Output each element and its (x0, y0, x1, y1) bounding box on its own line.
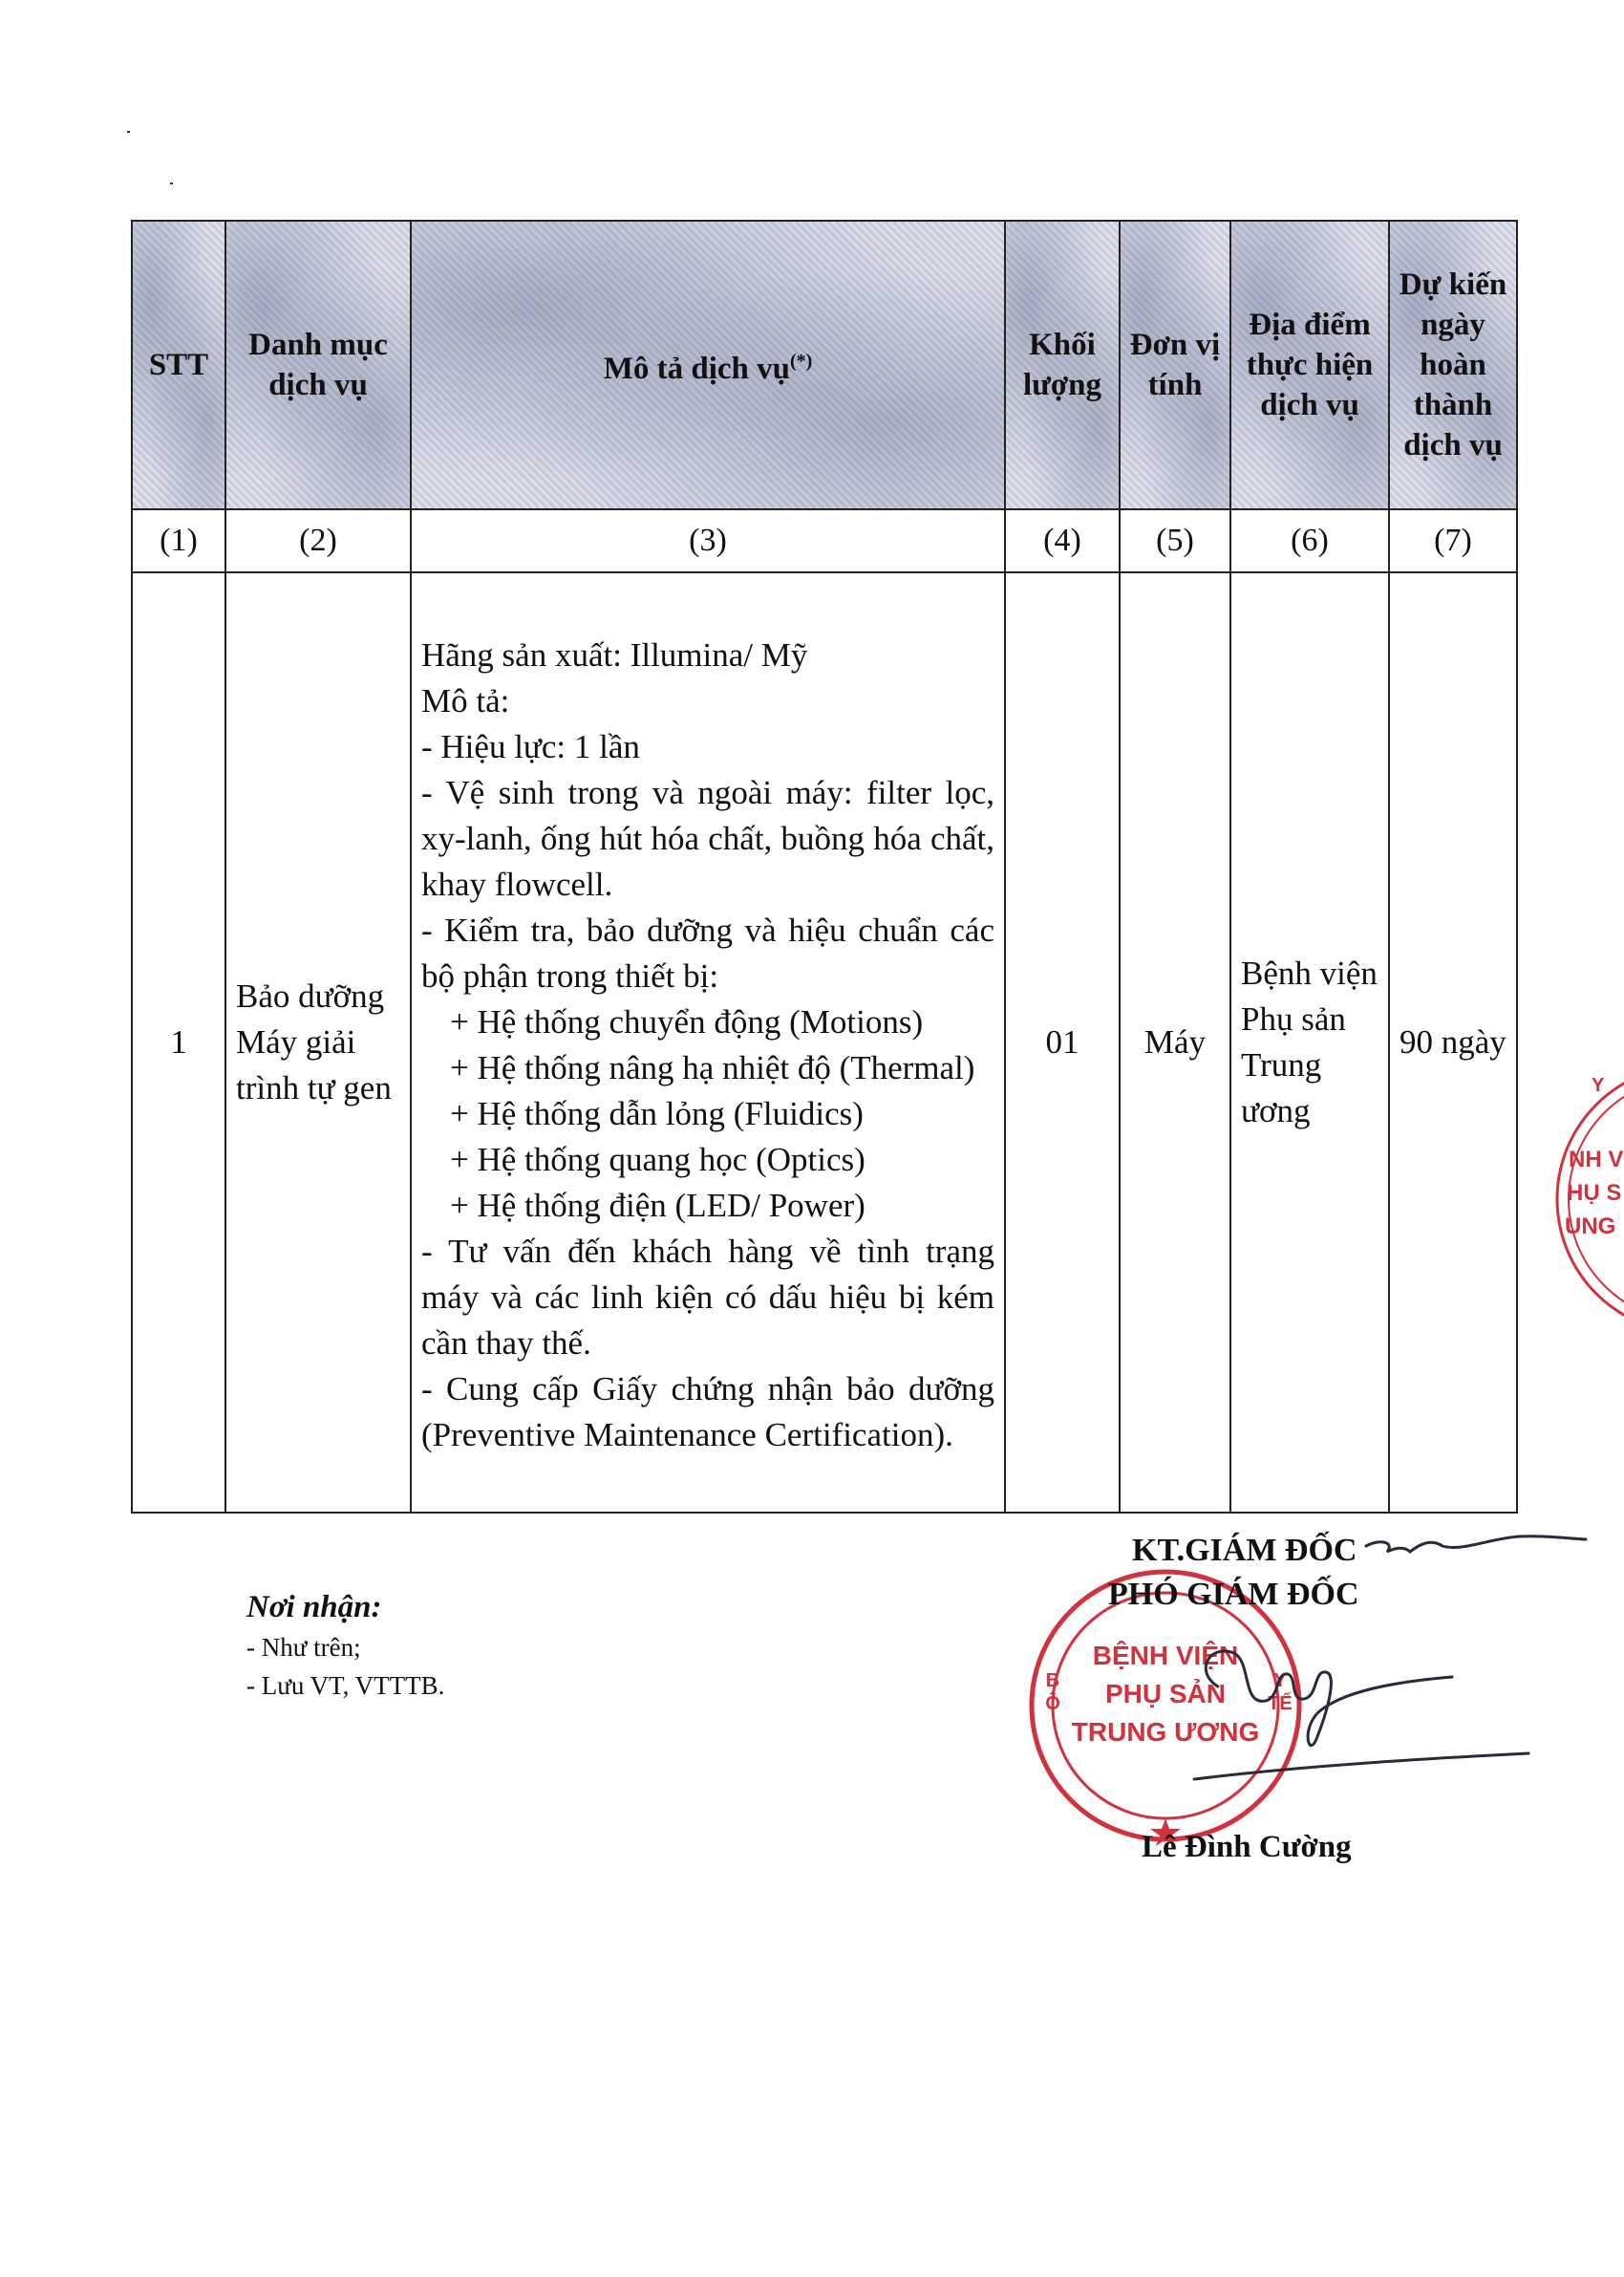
description-line: - Tư vấn đến khách hàng về tình trạng máy và các linh kiện có dấu hiệu bị kém cần thay thế. (421, 1233, 994, 1362)
signature-subtitle: PHÓ GIÁM ĐỐC (1108, 1577, 1359, 1612)
column-number: (7) (1389, 509, 1517, 572)
header-completion: Dự kiến ngày hoàn thành dịch vụ (1389, 221, 1517, 509)
recipient-item: - Như trên; (246, 1633, 361, 1662)
partial-stamp-top: Y (1592, 1075, 1605, 1096)
stamp-arc-left: BỘ (1045, 1670, 1060, 1714)
partial-stamp-line: UNG (1565, 1214, 1616, 1239)
column-number-row (132, 509, 1517, 572)
recipient-item: - Lưu VT, VTTTB. (246, 1671, 445, 1700)
recipients-title: Nơi nhận: (246, 1590, 382, 1624)
column-number: (2) (225, 509, 411, 572)
description-line: + Hệ thống chuyển động (Motions) (450, 1003, 924, 1041)
header-description-note: (*) (789, 351, 813, 372)
partial-stamp-line: HỤ S (1567, 1180, 1622, 1206)
description-line: + Hệ thống dẫn lỏng (Fluidics) (450, 1095, 864, 1132)
table-row (132, 572, 1517, 1513)
row-stt: 1 (132, 572, 225, 1513)
stamp-line: BỆNH VIỆN (1092, 1641, 1239, 1670)
column-number: (6) (1230, 509, 1389, 572)
header-unit: Đơn vị tính (1120, 221, 1230, 509)
column-number: (4) (1005, 509, 1120, 572)
partial-stamp-edge (1548, 1056, 1624, 1343)
description-line: Mô tả: (421, 682, 510, 720)
row-quantity: 01 (1005, 572, 1120, 1513)
stamp-line: PHỤ SẢN (1104, 1679, 1226, 1708)
stamp-line: TRUNG ƯƠNG (1071, 1717, 1260, 1747)
description-line: Hãng sản xuất: Illumina/ Mỹ (421, 636, 808, 674)
description-line: - Hiệu lực: 1 lần (421, 728, 640, 765)
stamp-arc-right: Y TẾ (1268, 1670, 1293, 1714)
header-quantity: Khối lượng (1005, 221, 1120, 509)
header-category: Danh mục dịch vụ (225, 221, 411, 509)
column-number: (5) (1120, 509, 1230, 572)
header-description-text: Mô tả dịch vụ (603, 352, 790, 386)
row-category: Bảo dưỡng Máy giải trình tự gen (225, 572, 411, 1513)
service-table (131, 220, 1518, 1514)
signature-title: KT.GIÁM ĐỐC (1132, 1533, 1357, 1568)
row-unit: Máy (1120, 572, 1230, 1513)
header-stt: STT (132, 221, 225, 509)
row-description (411, 572, 1005, 1513)
row-completion: 90 ngày (1389, 572, 1517, 1513)
description-line: + Hệ thống quang học (Optics) (450, 1141, 865, 1178)
row-location: Bệnh viện Phụ sản Trung ương (1230, 572, 1389, 1513)
header-row (132, 221, 1517, 509)
recipients-block (246, 1586, 444, 1705)
header-location: Địa điểm thực hiện dịch vụ (1230, 221, 1389, 509)
header-description (411, 221, 1005, 509)
description-line: - Vệ sinh trong và ngoài máy: filter lọc, xy-lanh, ống hút hóa chất, buồng hóa chất, khay flowcell. (421, 774, 994, 903)
partial-stamp-line: NH V (1569, 1147, 1624, 1172)
signer-name: Lê Đình Cường (1142, 1830, 1352, 1864)
description-line: + Hệ thống nâng hạ nhiệt độ (Thermal) (450, 1049, 975, 1086)
description-line: - Cung cấp Giấy chứng nhận bảo dưỡng (Preventive Maintenance Certification). (421, 1370, 994, 1453)
scan-mark (170, 183, 173, 184)
handwritten-signature (1175, 1510, 1595, 1796)
column-number: (3) (411, 509, 1005, 572)
description-line: + Hệ thống điện (LED/ Power) (450, 1187, 865, 1224)
scan-mark (127, 131, 130, 133)
description-line: - Kiểm tra, bảo dưỡng và hiệu chuẩn các bộ phận trong thiết bị: (421, 912, 994, 995)
column-number: (1) (132, 509, 225, 572)
